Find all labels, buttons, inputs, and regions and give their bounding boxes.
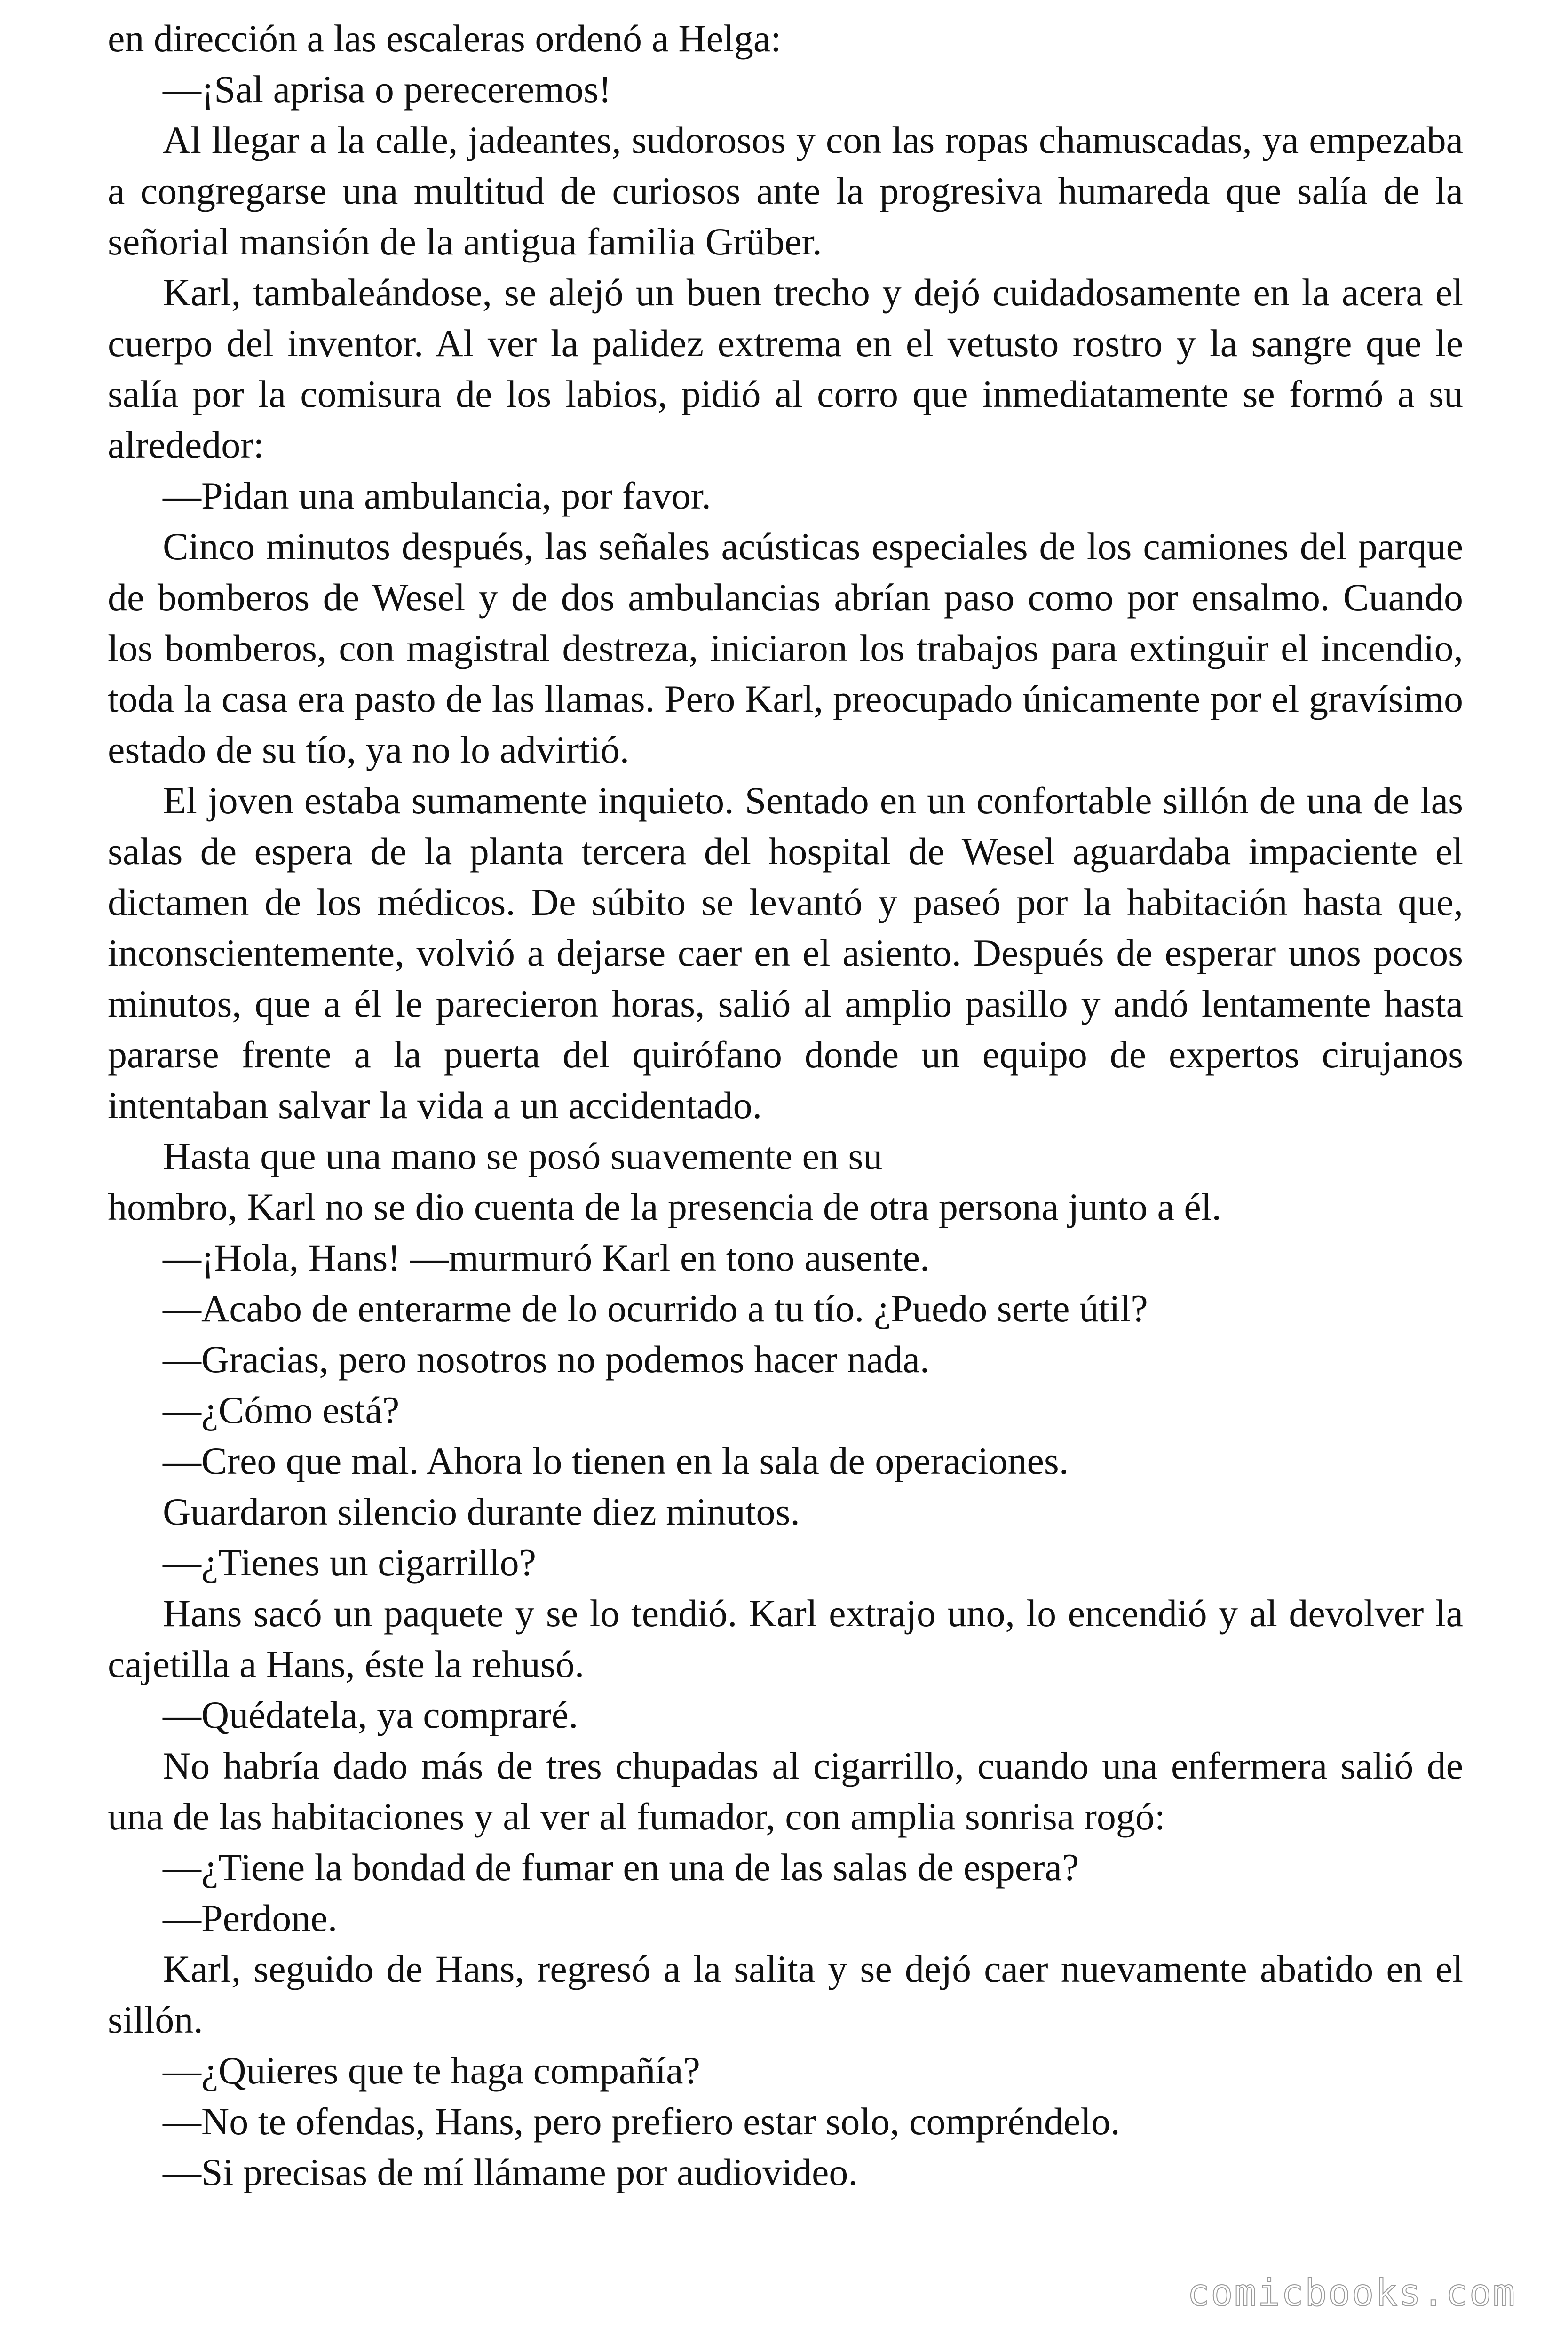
paragraph-13: —¿Cómo está?	[163, 1389, 400, 1431]
paragraph-15: Guardaron silencio durante diez minutos.	[163, 1490, 800, 1533]
paragraph-20: —¿Tiene la bondad de fumar en una de las salas de espera?	[163, 1846, 1079, 1889]
paragraph-14: —Creo que mal. Ahora lo tienen en la sala de operaciones.	[163, 1439, 1069, 1482]
paragraph-9: hombro, Karl no se dio cuenta de la presencia de otra persona junto a él.	[108, 1185, 1222, 1228]
paragraph-24: —No te ofendas, Hans, pero prefiero estar solo, compréndelo.	[163, 2100, 1120, 2143]
paragraph-22: Karl, seguido de Hans, regresó a la salita y se dejó caer nuevamente abatido en el sillón.	[108, 1947, 1463, 2041]
paragraph-3: Al llegar a la calle, jadeantes, sudorosos y con las ropas chamuscadas, ya empezaba a congregarse una multitud de curiosos ante la progresiva humareda que salía de la señorial mansión de la antigua familia Grüber.	[108, 119, 1463, 263]
paragraph-18: —Quédatela, ya compraré.	[163, 1693, 578, 1736]
paragraph-11: —Acabo de enterarme de lo ocurrido a tu tío. ¿Puedo serte útil?	[163, 1287, 1148, 1330]
paragraph-19: No habría dado más de tres chupadas al cigarrillo, cuando una enfermera salió de una de las habitaciones y al ver al fumador, con amplia sonrisa rogó:	[108, 1744, 1463, 1838]
paragraph-21: —Perdone.	[163, 1897, 338, 1939]
paragraph-12: —Gracias, pero nosotros no podemos hacer nada.	[163, 1338, 930, 1381]
paragraph-4: Karl, tambaleándose, se alejó un buen trecho y dejó cuidadosamente en la acera el cuerpo del inventor. Al ver la palidez extrema en el vetusto rostro y la sangre que le salía por la comisura de los labios, pidió al corro que inmediatamente se formó a su alrededor:	[108, 271, 1463, 466]
watermark: comicbooks.com	[1187, 2272, 1516, 2314]
document-page	[108, 13, 1463, 2198]
paragraph-2: —¡Sal aprisa o pereceremos!	[163, 68, 611, 111]
paragraph-16: —¿Tienes un cigarrillo?	[163, 1541, 537, 1584]
paragraph-7: El joven estaba sumamente inquieto. Sentado en un confortable sillón de una de las salas de espera de la planta tercera del hospital de Wesel aguardaba impaciente el dictamen de los médicos. De súbito se levantó y paseó por la habitación hasta que, inconscientemente, volvió a dejarse caer en el asiento. Después de esperar unos pocos minutos, que a él le parecieron horas, salió al amplio pasillo y andó lentamente hasta pararse frente a la puerta del quirófano donde un equipo de expertos cirujanos intentaban salvar la vida a un accidentado.	[108, 779, 1463, 1127]
paragraph-8: Hasta que una mano se posó suavemente en su	[163, 1135, 883, 1177]
paragraph-10: —¡Hola, Hans! —murmuró Karl en tono ausente.	[163, 1236, 930, 1279]
paragraph-6: Cinco minutos después, las señales acústicas especiales de los camiones del parque de bomberos de Wesel y de dos ambulancias abrían paso como por ensalmo. Cuando los bomberos, con magistral destreza, iniciaron los trabajos para extinguir el incendio, toda la casa era pasto de las llamas. Pero Karl, preocupado únicamente por el gravísimo estado de su tío, ya no lo advirtió.	[108, 525, 1463, 771]
paragraph-25: —Si precisas de mí llámame por audiovideo.	[163, 2151, 858, 2193]
paragraph-1: en dirección a las escaleras ordenó a Helga:	[108, 17, 781, 60]
paragraph-5: —Pidan una ambulancia, por favor.	[163, 474, 711, 517]
paragraph-17: Hans sacó un paquete y se lo tendió. Karl extrajo uno, lo encendió y al devolver la cajetilla a Hans, éste la rehusó.	[108, 1592, 1463, 1685]
paragraph-23: —¿Quieres que te haga compañía?	[163, 2049, 700, 2092]
